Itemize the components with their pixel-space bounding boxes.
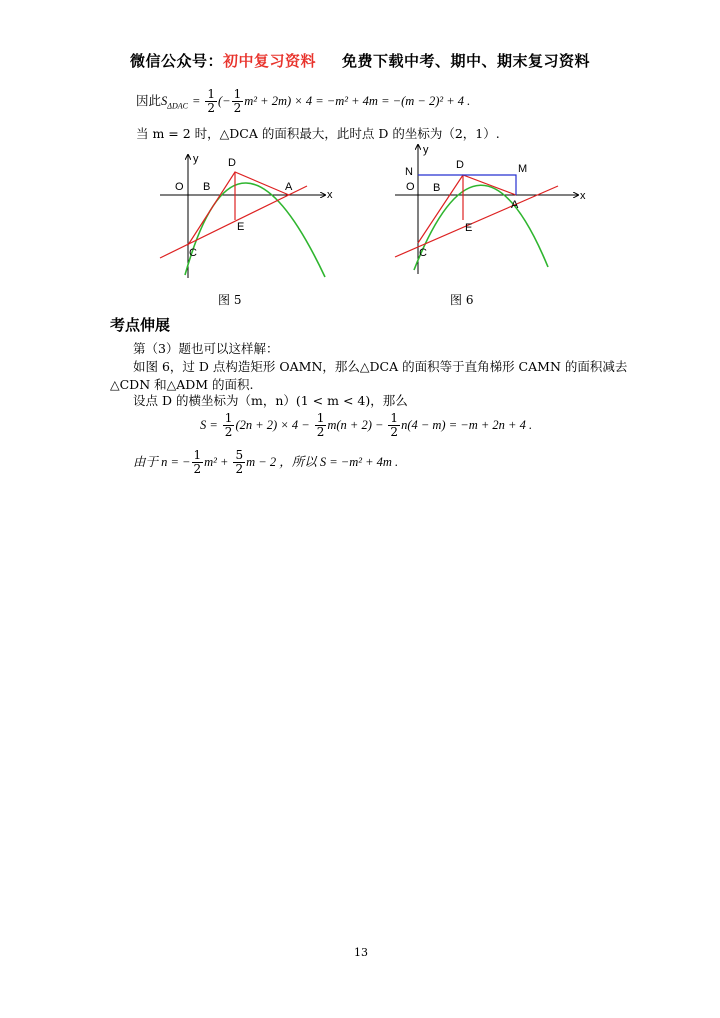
svg-text:E: E <box>465 222 473 234</box>
header-slogan: 免费下载中考、期中、期末复习资料 <box>342 52 591 70</box>
svg-text:C: C <box>419 247 427 259</box>
solution-line-1: 因此$S_{\Delta DAC}$ = $\frac{1}{2}$ (− $\frac{1}{2}$ m² + 2m) × 4 = −m² + 4m = −(m − 2)² + 4 . <box>136 87 471 115</box>
svg-text:C: C <box>189 247 197 259</box>
extension-p1: 第（3）题也可以这样解： <box>133 341 279 356</box>
svg-text:y: y <box>423 144 429 156</box>
svg-text:D: D <box>228 157 236 169</box>
svg-text:M: M <box>518 163 528 175</box>
svg-text:x: x <box>327 189 333 201</box>
svg-text:A: A <box>511 199 519 211</box>
fraction: $\frac{1}{2}$ <box>207 87 216 115</box>
extension-p2a: 如图 6，过 D 点构造矩形 OAMN，那么△DCA 的面积等于直角梯形 CAMN 的面积减去 <box>133 359 628 374</box>
svg-text:O: O <box>175 181 184 193</box>
equation-s: S = $\frac{1}{2}$ (2n + 2) × 4 − $\frac{1}{2}$ m(n + 2) − $\frac{1}{2}$ n(4 − m) = −m + 2n + 4 . <box>200 411 533 439</box>
parabola <box>185 183 325 277</box>
section-heading: 考点伸展 <box>110 316 171 334</box>
figure-5-caption: 图 5 <box>218 293 242 307</box>
figure-6-caption: 图 6 <box>450 293 474 307</box>
extension-p2b: △CDN 和△ADM 的面积. <box>110 377 254 392</box>
svg-text:B: B <box>433 182 441 194</box>
line-ca <box>160 186 307 258</box>
header-prefix: 微信公众号： <box>129 52 223 70</box>
svg-text:O: O <box>406 181 415 193</box>
page-header <box>0 50 720 71</box>
header-brand: 初中复习资料 <box>222 52 316 70</box>
figure-6 <box>390 142 590 280</box>
figure-5 <box>155 150 345 280</box>
solution-line-2: 当 m = 2 时，△DCA 的面积最大，此时点 D 的坐标为（2，1）. <box>136 126 500 141</box>
extension-p4: 由于 n = − $\frac{1}{2}$ m² + $\frac{5}{2}$ m − 2 ，所以 S = −m² + 4m . <box>133 448 399 476</box>
svg-text:E: E <box>237 221 245 233</box>
svg-text:A: A <box>285 181 293 193</box>
svg-text:y: y <box>193 153 199 165</box>
svg-text:D: D <box>456 159 464 171</box>
svg-text:B: B <box>203 181 211 193</box>
svg-text:x: x <box>580 190 586 202</box>
fraction: $\frac{1}{2}$ <box>233 87 242 115</box>
extension-p3: 设点 D 的横坐标为（m，n）(1 < m < 4)，那么 <box>133 393 408 408</box>
page-number: 13 <box>354 946 368 959</box>
svg-text:N: N <box>405 166 413 178</box>
parabola <box>414 185 548 270</box>
